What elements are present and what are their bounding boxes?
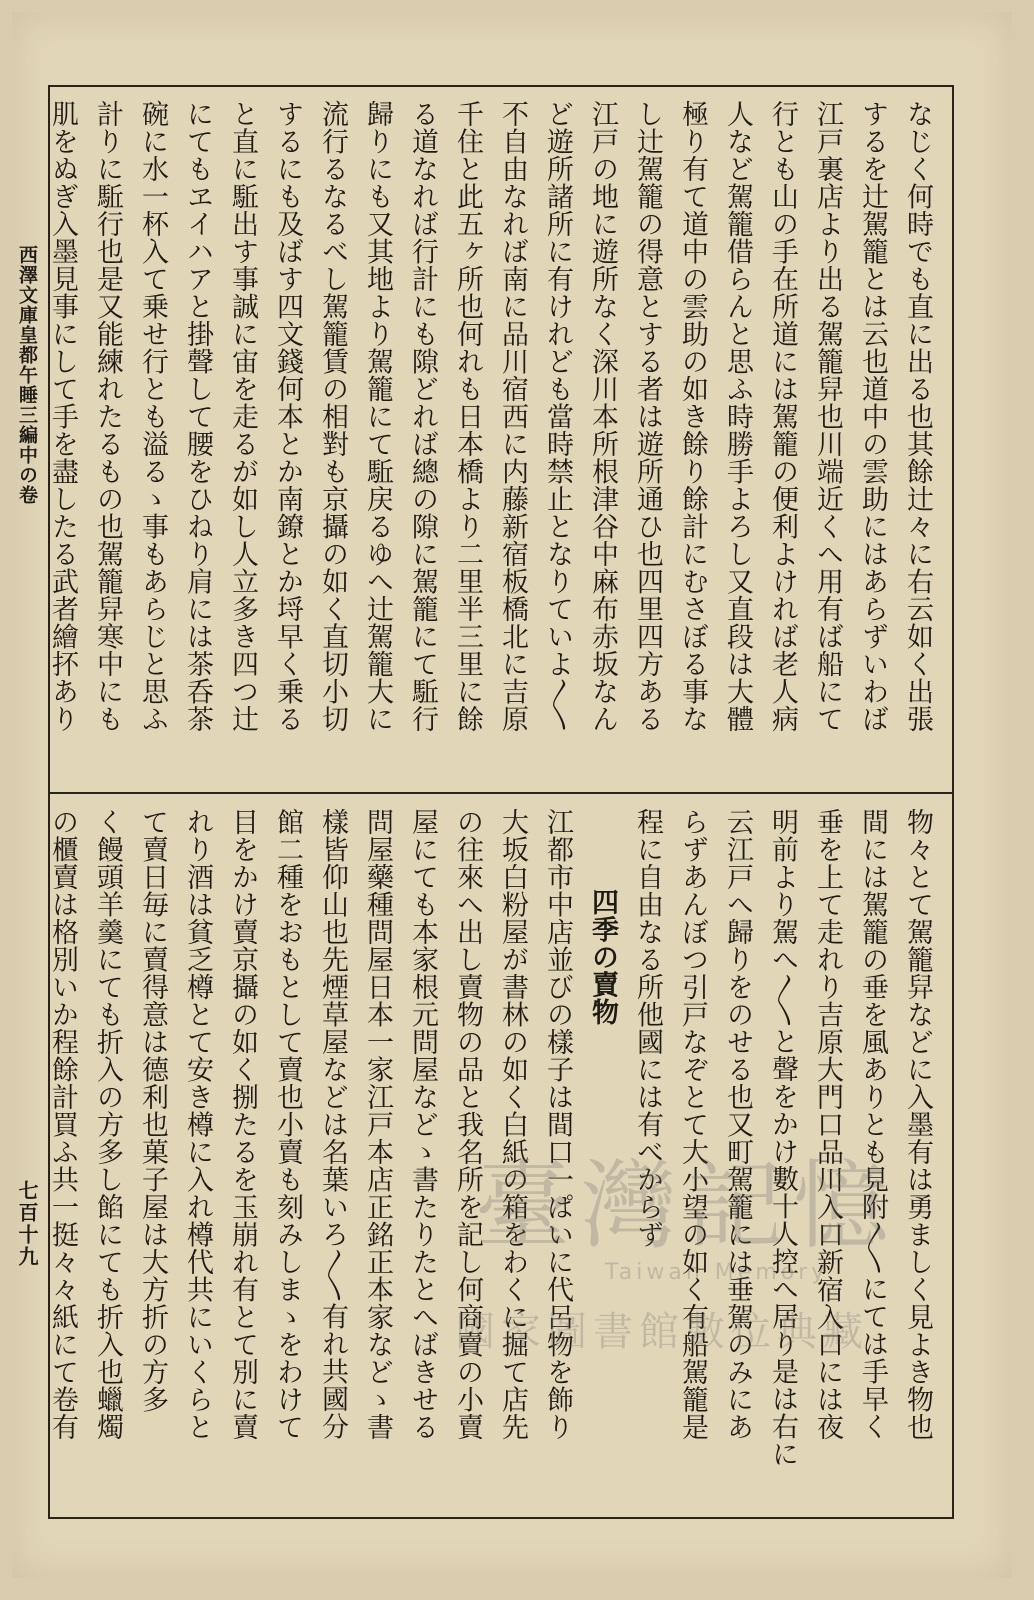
bottom-text-block xyxy=(47,808,940,1508)
text-column: ど遊所諸所に有けれども當時禁止となりていよ〳〵 xyxy=(542,100,573,732)
text-column: らずあんぼつ引戸なぞとて大小望の如く有船駕籠是 xyxy=(677,808,708,1441)
top-text-block xyxy=(47,100,940,785)
text-column: 江戸裏店より出る駕籠舁也川端近くへ用有ば船にて xyxy=(812,100,843,733)
text-column: 間には駕籠の垂を風ありとも見附〳〵にては手早く xyxy=(857,808,888,1440)
watermark-chinese: 臺灣記憶 xyxy=(475,1150,899,1262)
section-heading: 四季の賣物 xyxy=(587,888,618,1026)
text-column: 行とも山の手在所道には駕籠の便利よければ老人病 xyxy=(767,100,798,733)
text-column: 大坂白粉屋が書林の如く白紙の箱をわくに掘て店先 xyxy=(497,808,528,1441)
text-column: し辻駕籠の得意とする者は遊所通ひ也四里四方ある xyxy=(632,100,663,733)
text-column: 人など駕籠借らんと思ふ時勝手よろし又直段は大體 xyxy=(722,100,753,733)
text-column: て賣日毎に賣得意は德利也菓子屋は大方折の方多 xyxy=(137,808,168,1413)
text-column: と直に駈出す事誠に宙を走るが如し人立多き四つ辻 xyxy=(227,100,258,733)
text-column: なじく何時でも直に出る也其餘辻々に右云如く出張 xyxy=(902,100,933,733)
text-column: 江都市中店並びの樣子は間口一ぱいに代呂物を飾り xyxy=(542,808,573,1441)
text-column: 問屋藥種問屋日本一家江戸本店正銘正本家などゝ書 xyxy=(362,808,393,1441)
text-column: するにも及ばす四文錢何本とか南鐐とか埒早く乗る xyxy=(272,100,303,733)
text-column: 明前より駕へ〳〵と聲をかけ數十人控へ居り是は右に xyxy=(767,808,798,1468)
text-column: 程に自由なる所他國には有べからず xyxy=(632,808,663,1248)
text-column: 屋にても本家根元問屋などゝ書たりたとへばきせる xyxy=(407,808,438,1441)
frame-divider xyxy=(48,792,952,794)
watermark-institution: 國家圖書館數位典藏 xyxy=(455,1309,869,1355)
text-column: 物々とて駕籠舁などに入墨有は勇ましく見よき物也 xyxy=(902,808,933,1441)
text-column: 云江戸へ歸りをのせる也又町駕籠には垂駕のみにあ xyxy=(722,808,753,1441)
text-column: 垂を上て走れり吉原大門口品川入口新宿入口には夜 xyxy=(812,808,843,1441)
text-column: 計りに駈行也是又能練れたるもの也駕籠舁寒中にも xyxy=(92,100,123,733)
text-column: れり酒は貧乏樽とて安き樽に入れ樽代共にいくらと xyxy=(182,808,213,1441)
text-column: 肌をぬぎ入墨見事にして手を盡したる武者繪抔あり xyxy=(47,100,78,733)
text-column: 流行るなるべし駕籠賃の相對も京攝の如く直切小切 xyxy=(317,100,348,733)
text-column: 歸りにも又其地より駕籠にて駈戻るゆへ辻駕籠大に xyxy=(362,100,393,733)
margin-title: 西澤文庫皇都午睡三編中の卷 xyxy=(16,245,38,505)
text-column: 千住と此五ヶ所也何れも日本橋より二里半三里に餘 xyxy=(452,100,483,733)
page-number: 七百十九 xyxy=(15,1180,39,1268)
watermark-english: Taiwan Memory xyxy=(605,1260,829,1285)
text-column: 目をかけ賣京攝の如く捌たるを玉崩れ有とて別に賣 xyxy=(227,808,258,1441)
text-column: 極り有て道中の雲助の如き餘り餘計にむさぼる事な xyxy=(677,100,708,733)
text-column: 江戸の地に遊所なく深川本所根津谷中麻布赤坂なん xyxy=(587,100,618,733)
text-column: る道なれば行計にも隙どれば總の隙に駕籠にて駈行 xyxy=(407,100,438,733)
text-column: の櫃賣は格別いか程餘計買ふ共一挺々々紙にて卷有 xyxy=(47,808,78,1441)
text-column: 不自由なれば南に品川宿西に内藤新宿板橋北に吉原 xyxy=(497,100,528,733)
text-column: の往來へ出し賣物の品と我名所を記し何商賣の小賣 xyxy=(452,808,483,1441)
text-column: 館二種をおもとして賣也小賣も刻みしまゝをわけて xyxy=(272,808,303,1441)
text-column: く饅頭羊羹にても折入の方多し餡にても折入也蠟燭 xyxy=(92,808,123,1441)
text-column: 樣皆仰山也先煙草屋などは名葉いろ〳〵有れ共國分 xyxy=(317,808,348,1440)
text-column: にてもヱイハアと掛聲して腰をひねり肩には茶呑茶 xyxy=(182,100,213,733)
text-column: するを辻駕籠とは云也道中の雲助にはあらずいわば xyxy=(857,100,888,733)
text-column: 碗に水一杯入て乗せ行とも溢るゝ事もあらじと思ふ xyxy=(137,100,168,733)
